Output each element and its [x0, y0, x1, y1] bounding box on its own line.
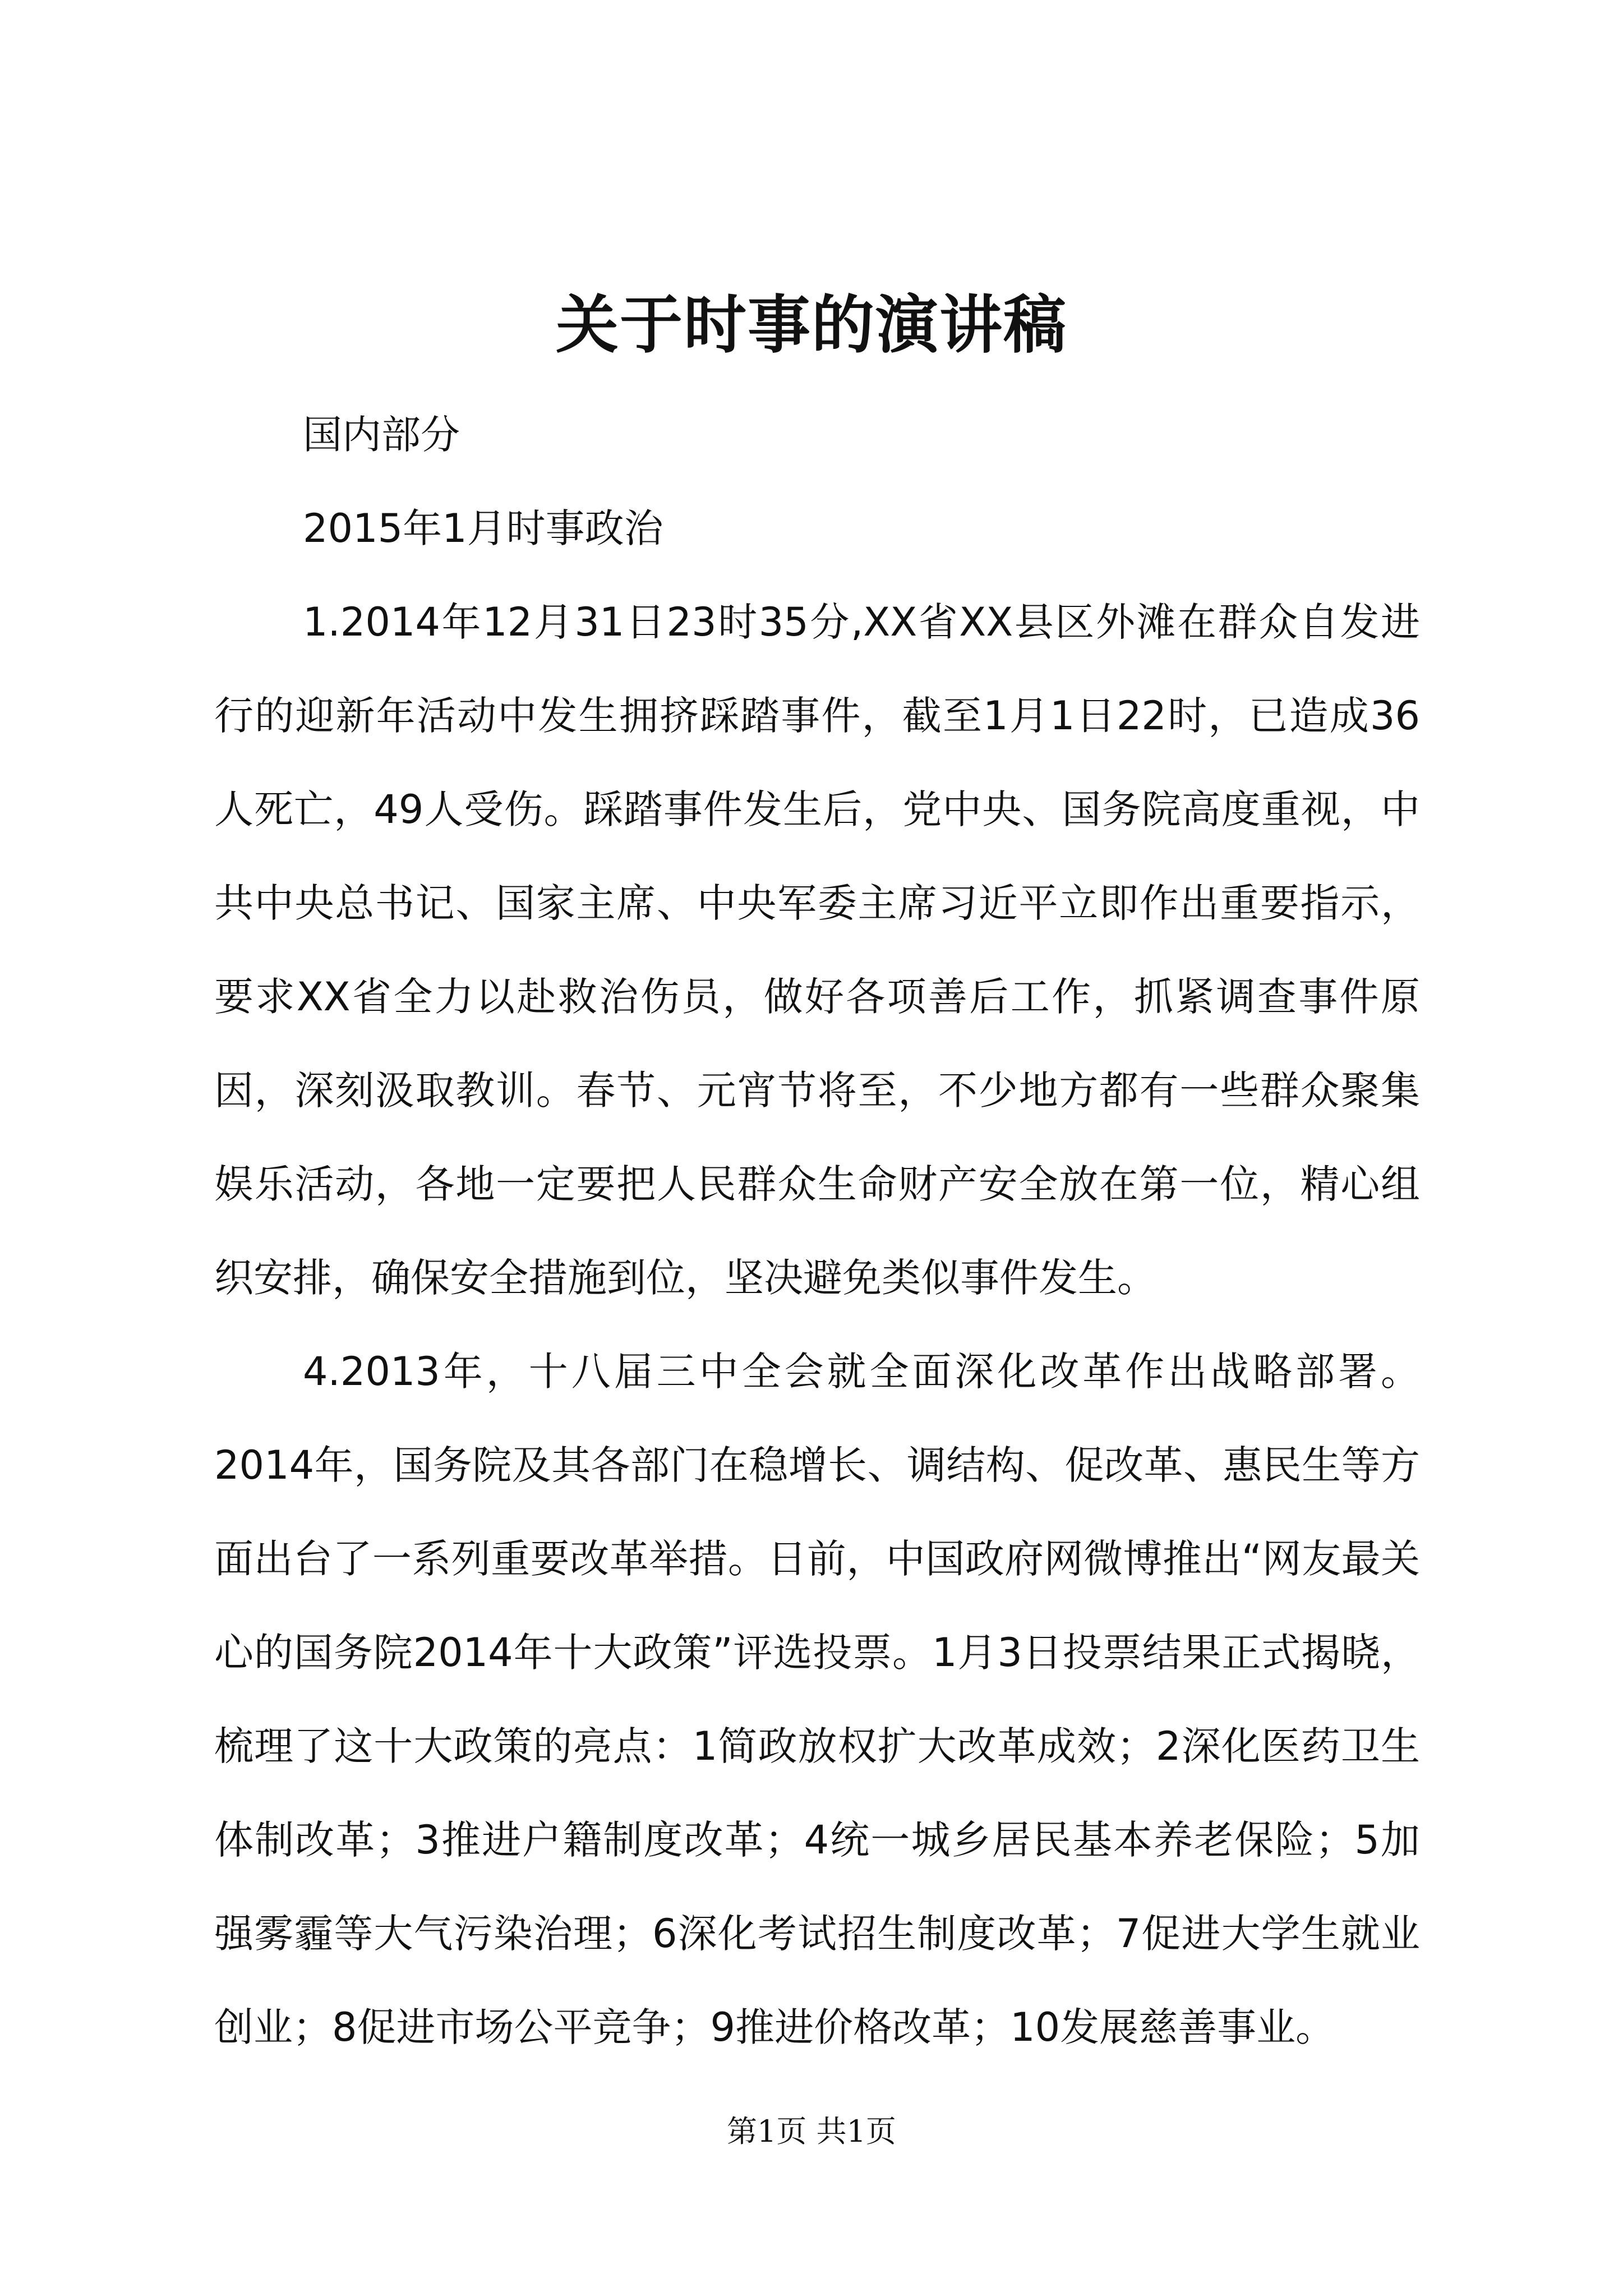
paragraph-item-4: 4.2013年，十八届三中全会就全面深化改革作出战略部署。2014年，国务院及其各部门在稳增长、调结构、促改革、惠民生等方面出台了一系列重要改革举措。日前，中国政府网微博推出“网友最关心的国务院2014年十大政策”评选投票。1月3日投票结果正式揭晓，梳理了这十大政策的亮点：1简政放权扩大改革成效；2深化医药卫生体制改革；3推进户籍制度改革；4统一城乡居民基本养老保险；5加强雾霾等大气污染治理；6深化考试招生制度改革；7促进大学生就业创业；8促进市场公平竞争；9推进价格改革；10发展慈善事业。	[214, 1349, 1420, 2050]
page-footer: 第1页 共1页	[727, 2114, 896, 2149]
document-body	[214, 388, 1420, 2074]
paragraph-section-heading: 国内部分	[303, 412, 460, 458]
document-title: 关于时事的演讲稿	[556, 288, 1067, 362]
paragraph-subheading: 2015年1月时事政治	[303, 505, 663, 551]
paragraph-item-1: 1.2014年12月31日23时35分,XX省XX县区外滩在群众自发进行的迎新年活动中发生拥挤踩踏事件，截至1月1日22时，已造成36人死亡，49人受伤。踩踏事件发生后，党中央、国务院高度重视，中共中央总书记、国家主席、中央军委主席习近平立即作出重要指示，要求XX省全力以赴救治伤员，做好各项善后工作，抓紧调查事件原因，深刻汲取教训。春节、元宵节将至，不少地方都有一些群众聚集娱乐活动，各地一定要把人民群众生命财产安全放在第一位，精心组织安排，确保安全措施到位，坚决避免类似事件发生。	[214, 599, 1420, 1301]
